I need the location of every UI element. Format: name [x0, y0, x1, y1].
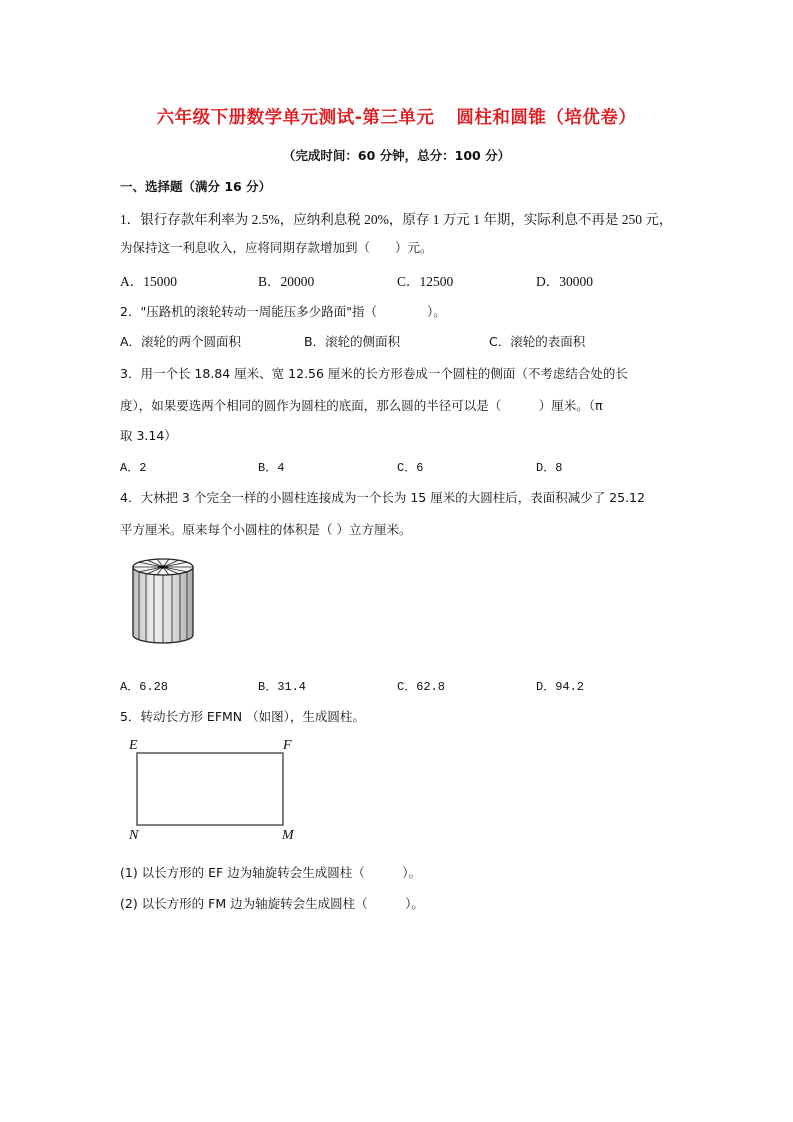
question-2-option-b: B．滚轮的侧面积 [304, 334, 401, 349]
vertex-label-n: N [129, 828, 139, 843]
question-3-line-1: 3．用一个长 18.84 厘米、宽 12.56 厘米的长方形卷成一个圆柱的侧面（不考虑结合处的长 [120, 366, 628, 381]
title-unit: 圆柱和圆锥（培优卷） [456, 108, 637, 128]
question-4-option-b: B．31.4 [258, 680, 307, 694]
question-1-option-a: A．15000 [120, 274, 177, 289]
question-4-option-c: C．62.8 [397, 680, 446, 694]
question-4-option-d: D．94.2 [536, 680, 585, 694]
question-3-option-c: C．6 [397, 461, 424, 475]
question-5-subpart-2: (2) 以长方形的 FM 边为轴旋转会生成圆柱（ ）。 [120, 896, 424, 911]
document-title [0, 104, 793, 129]
document-subtitle: （完成时间：60 分钟，总分：100 分） [282, 148, 511, 163]
question-4-line-1: 4．大林把 3 个完全一样的小圆柱连接成为一个长为 15 厘米的大圆柱后，表面积减少了 25.12 [120, 490, 645, 505]
vertex-label-m: M [282, 828, 294, 843]
cylinder-figure [130, 557, 196, 651]
rectangle-figure [125, 737, 305, 849]
question-1-option-b: B．20000 [258, 274, 315, 289]
question-2-option-a: A．滚轮的两个圆面积 [120, 334, 242, 349]
vertex-label-f: F [283, 738, 292, 753]
question-1-line-1: 1．银行存款年利率为 2.5%，应纳利息税 20%，原存 1 万元 1 年期，实际利息不再是 250 元， [120, 212, 673, 227]
question-3-option-b: B．4 [258, 461, 285, 475]
question-3-option-a: A．2 [120, 461, 147, 475]
title-main: 六年级下册数学单元测试-第三单元 [156, 108, 435, 128]
question-1-option-c: C．12500 [397, 274, 454, 289]
section-heading: 一、选择题（满分 16 分） [120, 179, 272, 194]
question-3-line-3: 取 3.14） [120, 428, 177, 443]
question-1-line-2: 为保持这一利息收入，应将同期存款增加到（ ）元。 [120, 240, 433, 255]
question-5-subpart-1: (1) 以长方形的 EF 边为轴旋转会生成圆柱（ ）。 [120, 865, 421, 880]
question-5-line-1: 5．转动长方形 EFMN （如图），生成圆柱。 [120, 709, 365, 724]
question-4-line-2: 平方厘米。原来每个小圆柱的体积是（ ）立方厘米。 [120, 522, 412, 537]
question-2-option-c: C．滚轮的表面积 [489, 334, 586, 349]
question-1-option-d: D．30000 [536, 274, 593, 289]
rectangle-efmn-icon [125, 737, 305, 849]
vertex-label-e: E [129, 738, 138, 753]
cylinder-icon [130, 557, 196, 647]
question-2-line-1: 2．"压路机的滚轮转动一周能压多少路面"指（ ）。 [120, 304, 446, 319]
question-3-line-2: 度），如果要选两个相同的圆作为圆柱的底面，那么圆的半径可以是（ ）厘米。（π [120, 398, 603, 413]
question-4-option-a: A．6.28 [120, 680, 169, 694]
question-3-option-d: D．8 [536, 461, 563, 475]
